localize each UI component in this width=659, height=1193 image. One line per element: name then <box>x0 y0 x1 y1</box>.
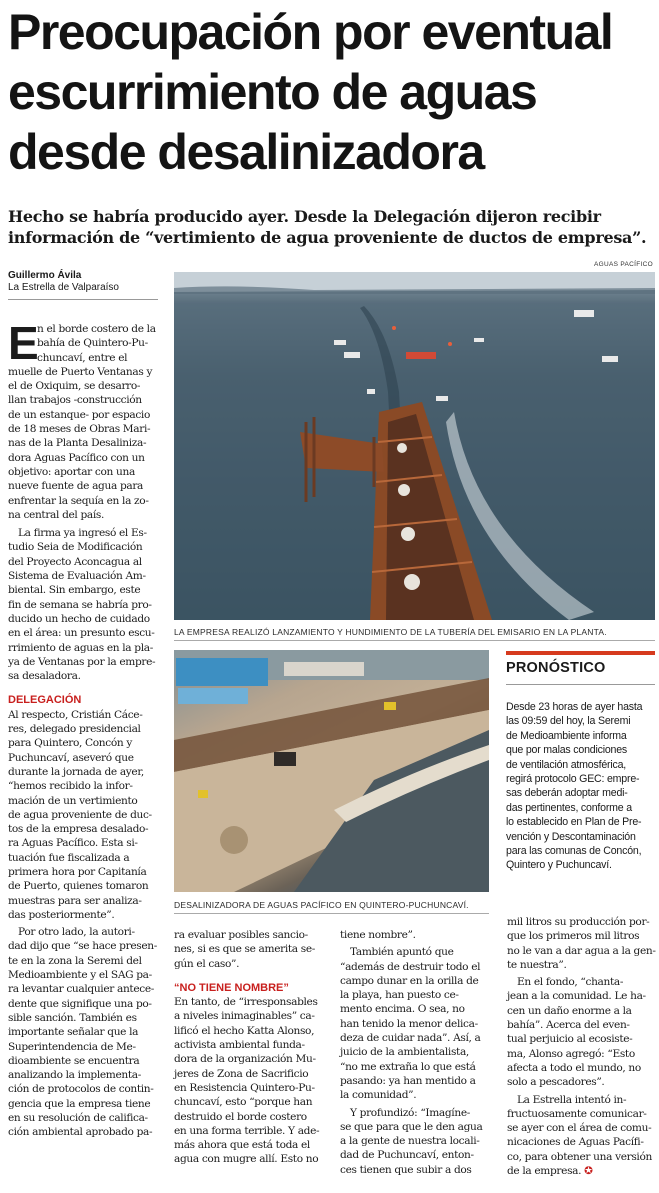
photo-credit: AGUAS PACÍFICO <box>594 261 653 268</box>
text-line: campo dunar en la orilla de <box>340 974 479 987</box>
box-line: para las comunas de Concón, <box>506 845 642 858</box>
text-line: a niveles inimaginables” ca- <box>174 1010 315 1023</box>
text-line: ción ambiental aprobado pa- <box>8 1126 153 1139</box>
drop-cap: E <box>8 317 39 369</box>
text-line: Medioambiente y el SAG pa- <box>8 969 152 982</box>
box-line: sas deberán adoptar medi- <box>506 787 628 800</box>
text-line: ces tienen que subir a dos <box>340 1163 472 1176</box>
text-line: para Quintero, Concón y <box>8 737 133 750</box>
text-line: tual perjuicio al ecosiste- <box>507 1033 633 1046</box>
text-line: afecta a todo el mundo, no <box>507 1061 641 1074</box>
caption-divider <box>174 640 655 641</box>
text-line: ya de Ventanas por la empre- <box>8 655 156 668</box>
text-line: na central del país. <box>8 508 105 521</box>
text-line: primera hora por Capitanía <box>8 865 147 878</box>
box-body <box>506 700 656 873</box>
headline-line: Preocupación por eventual <box>8 4 613 60</box>
text-line: que los primeros mil litros <box>507 930 640 943</box>
text-line: la comunidad”. <box>340 1089 417 1102</box>
text-line: Sistema de Evaluación Am- <box>8 570 146 583</box>
text-line: tuación fue fiscalizada a <box>8 851 130 864</box>
text-line: sible sanción. También es <box>8 1011 137 1024</box>
caption-divider <box>174 913 489 914</box>
text-line: jean a la comunidad. Le ha- <box>507 990 646 1003</box>
headline-line: desde desalinizadora <box>8 124 484 180</box>
text-line: das posteriormente”. <box>8 908 115 921</box>
text-line: a la gente de nuestra locali- <box>340 1135 480 1148</box>
text-line: deza de cuidar nada”. Así, a <box>340 1032 481 1045</box>
text-line: el de Oxiquim, se desarro- <box>8 380 141 393</box>
text-line: Superintendencia de Me- <box>8 1040 136 1053</box>
text-line: fin de semana se habría pro- <box>8 598 152 611</box>
text-line: del Proyecto Aconcagua al <box>8 555 142 568</box>
text-line: res, delegado presidencial <box>8 723 141 736</box>
photo-pipeline-emissary <box>174 272 655 620</box>
text-line: más ahora que está toda el <box>174 1139 310 1152</box>
text-line: en una forma terrible. Y ade- <box>174 1124 320 1137</box>
text-line: de agua proveniente de duc- <box>8 808 152 821</box>
text-line: También apuntó que <box>350 946 454 959</box>
text-line: La Estrella intentó in- <box>517 1093 627 1106</box>
text-line: en el área: un presunto escu- <box>8 627 155 640</box>
text-line: dente que signifique una po- <box>8 997 152 1010</box>
box-accent-bar <box>506 651 655 655</box>
byline-divider <box>8 299 158 300</box>
text-line: te nuestra”. <box>507 958 567 971</box>
text-line: Por otro lado, la autori- <box>18 926 135 939</box>
text-line: rrimiento de aguas en la pla- <box>8 641 153 654</box>
text-line: biental. Sin embargo, este <box>8 584 141 597</box>
text-line: nueve fuente de agua para <box>8 480 144 493</box>
article-column-2 <box>174 928 326 1167</box>
text-line: gencia que la empresa tiene <box>8 1097 151 1110</box>
photo-desalination-plant <box>174 650 489 892</box>
box-title: PRONÓSTICO <box>506 660 606 676</box>
text-line: Puchuncaví, aseveró que <box>8 751 134 764</box>
subheadline-line: Hecho se habría producido ayer. Desde la Delegación dijeron recibir <box>8 207 601 226</box>
text-line: en su resolución de califica- <box>8 1112 148 1125</box>
text-line: Y profundizó: “Imagíne- <box>350 1106 470 1119</box>
box-line: de ventilación atmosférica, <box>506 758 627 771</box>
box-divider <box>506 684 655 685</box>
text-line: dora Aguas Pacífico con un <box>8 451 145 464</box>
text-line: se que para que le den agua <box>340 1120 483 1133</box>
text-line: agua con mugre allí. Esto no <box>174 1153 319 1166</box>
text-line: ra evaluar posibles sancio- <box>174 929 308 941</box>
byline-outlet: La Estrella de Valparaíso <box>8 282 119 293</box>
text-line: sa desaladora. <box>8 670 81 683</box>
text-line: la playa, han puesto ce- <box>340 989 459 1002</box>
text-line: se ayer con el área de comu- <box>507 1122 652 1135</box>
text-line: no le van a dar agua a la gen- <box>507 944 656 957</box>
text-line: “además de destruir todo el <box>340 960 481 973</box>
text-line <box>507 1164 657 1178</box>
text-line: objetivo: aportar con una <box>8 465 135 478</box>
text-line: cen un daño enorme a la <box>507 1004 632 1017</box>
byline <box>8 270 160 294</box>
text-line: En tanto, de “irresponsables <box>174 996 318 1009</box>
text-line: de 18 meses de Obras Mari- <box>8 423 151 436</box>
box-line: las 09:59 del hoy, la Seremi <box>506 715 631 728</box>
text-line: jeres de Zona de Sacrificio <box>174 1067 309 1080</box>
box-line: Quintero y Puchuncaví. <box>506 859 612 872</box>
box-line: lo establecido en Plan de Pre- <box>506 816 642 829</box>
subheadline <box>8 206 658 248</box>
text-line: muelle de Puerto Ventanas y <box>8 365 153 378</box>
text-line: La firma ya ingresó el Es- <box>18 527 147 540</box>
photo-caption: LA EMPRESA REALIZÓ LANZAMIENTO Y HUNDIMIENTO DE LA TUBERÍA DEL EMISARIO EN LA PLANTA. <box>174 627 607 637</box>
text-line: han tenido la menor delica- <box>340 1017 478 1030</box>
text-line: muestras para ser analiza- <box>8 894 142 907</box>
text-line: gún el caso”. <box>174 957 240 970</box>
text-line: nas de la Planta Desaliniza- <box>8 437 147 450</box>
box-line: das pertinentes, conforme a <box>506 801 632 814</box>
text-line: tudio Seia de Modificación <box>8 541 143 554</box>
section-heading-no-tiene-nombre: “NO TIENE NOMBRE” <box>174 981 289 994</box>
box-line: de Medioambiente informa <box>506 729 627 742</box>
text-line: co, para obtener una versión <box>507 1150 652 1163</box>
text-line: nicaciones de Aguas Pacífi- <box>507 1136 644 1149</box>
section-heading-delegacion: DELEGACIÓN <box>8 694 82 707</box>
end-mark-icon: ✪ <box>584 1165 593 1178</box>
text-line: mil litros su producción por- <box>507 916 650 928</box>
article-column-3 <box>340 928 492 1177</box>
text-line-end: de la empresa. <box>507 1165 582 1178</box>
text-line: dioambiente se encuentra <box>8 1054 140 1067</box>
text-line: de un estanque- por espacio <box>8 408 150 421</box>
text-line: pasando: ya han mentido a <box>340 1074 476 1087</box>
text-line: ción de protocolos de contin- <box>8 1083 154 1096</box>
text-line: ra levantar cualquier antece- <box>8 983 154 996</box>
text-line: activista ambiental funda- <box>174 1039 305 1052</box>
text-line: chuncaví, entre el <box>37 351 128 364</box>
article-column-1 <box>8 317 158 1140</box>
box-line: vención y Descontaminación <box>506 830 636 843</box>
text-line: tiene nombre”. <box>340 929 416 941</box>
text-line: destruido el borde costero <box>174 1110 307 1123</box>
byline-author: Guillermo Ávila <box>8 270 82 281</box>
text-line: dora de la organización Mu- <box>174 1053 316 1066</box>
text-line: importante señalar que la <box>8 1026 139 1039</box>
text-line: lificó el hecho Katta Alonso, <box>174 1024 315 1037</box>
text-line: ra Aguas Pacífico. Esta si- <box>8 837 138 850</box>
text-line: En el fondo, “chanta- <box>517 976 624 989</box>
text-line: bahía”. Acerca del even- <box>507 1019 630 1032</box>
box-line: regirá protocolo GEC: empre- <box>506 773 640 786</box>
text-line: nes, si es que se amerita se- <box>174 943 316 956</box>
text-line: dad dijo que “se hace presen- <box>8 940 157 953</box>
text-line: “hemos recibido la infor- <box>8 780 133 793</box>
text-line: “no me extraña lo que está <box>340 1060 476 1073</box>
box-line: que por malas condiciones <box>506 744 628 757</box>
photo-caption: DESALINIZADORA DE AGUAS PACÍFICO EN QUINTERO-PUCHUNCAVÍ. <box>174 900 469 910</box>
text-line: te en la zona la Seremi del <box>8 954 142 967</box>
text-line: Al respecto, Cristián Cáce- <box>8 708 143 721</box>
text-line: ducido un hecho de cuidado <box>8 612 150 625</box>
text-line: llan trabajos -construcción <box>8 394 142 407</box>
headline <box>8 2 658 182</box>
box-line: Desde 23 horas de ayer hasta <box>506 701 643 713</box>
text-line: de Puerto, quienes tomaron <box>8 880 149 893</box>
text-line: juicio de la ambientalista, <box>340 1046 469 1059</box>
text-line: fructuosamente comunicar- <box>507 1107 647 1120</box>
text-line: ma, Alonso agregó: “Esto <box>507 1047 635 1060</box>
subheadline-line: información de “vertimiento de agua proveniente de ductos de empresa”. <box>8 228 647 247</box>
text-line: analizando la implementa- <box>8 1069 141 1082</box>
headline-line: escurrimiento de aguas <box>8 64 537 120</box>
text-line: solo a pescadores”. <box>507 1076 605 1089</box>
text-line: n el borde costero de la <box>37 323 156 335</box>
text-line: tos de la empresa desalado- <box>8 823 149 836</box>
plant-illustration <box>174 650 489 892</box>
text-line: en Resistencia Quintero-Pu- <box>174 1081 315 1094</box>
text-line: dad de Puchuncaví, enton- <box>340 1149 474 1162</box>
article-column-4 <box>507 915 657 1178</box>
text-line: mento encima. O sea, no <box>340 1003 465 1016</box>
text-line: chuncaví, esto “porque han <box>174 1096 313 1109</box>
text-line: bahía de Quintero-Pu- <box>37 337 148 350</box>
pipeline-illustration <box>174 272 655 620</box>
text-line: enfrentar la sequía en la zo- <box>8 494 149 507</box>
text-line: mación de un vertimiento <box>8 794 138 807</box>
text-line: durante la jornada de ayer, <box>8 765 144 778</box>
